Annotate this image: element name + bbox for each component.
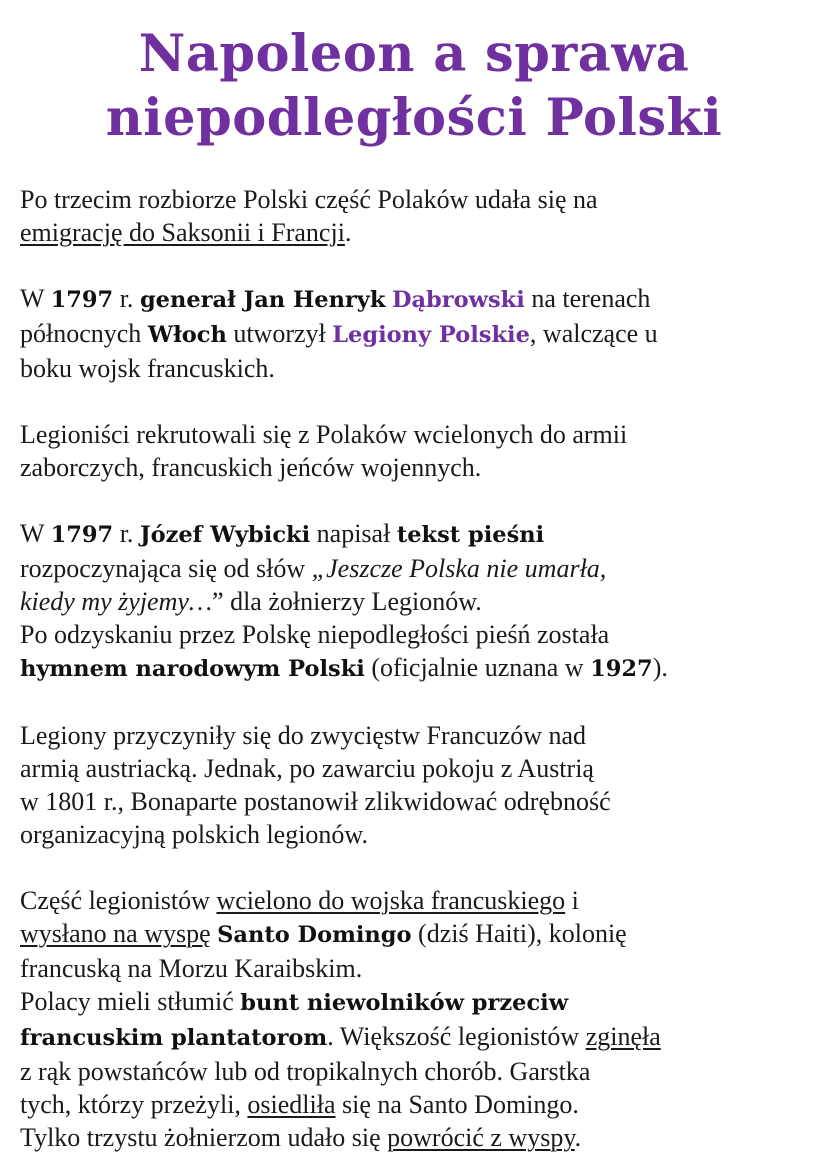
text-line: [20, 517, 815, 552]
paragraph-anthem: [20, 517, 815, 686]
text-span: boku wojsk francuskich.: [20, 354, 275, 383]
paragraph-gap: [20, 484, 815, 517]
bold-phrase: Santo Domingo: [217, 922, 412, 948]
text-span: na terenach: [524, 284, 651, 313]
text-span: Legioniści rekrutowali się z Polaków wcielonych do armii: [20, 420, 628, 449]
text-line: [20, 1020, 815, 1055]
text-span: francuską na Morzu Karaibskim.: [20, 954, 363, 983]
text-span: Po trzecim rozbiorze Polski część Polaków udała się na: [20, 185, 598, 214]
text-line: [20, 785, 815, 818]
paragraph-emigration: [20, 183, 815, 249]
title-line-1: Napoleon a sprawa: [138, 24, 690, 84]
bold-phrase: Włoch: [147, 322, 227, 348]
text-span: Część legionistów: [20, 886, 217, 915]
text-span: północnych: [20, 319, 148, 348]
text-line: [20, 1055, 815, 1088]
text-line: [20, 451, 815, 484]
underlined-phrase: osiedliła: [247, 1090, 336, 1119]
underlined-phrase: emigrację do Saksonii i Francji: [20, 218, 345, 247]
paragraph-recruitment: [20, 418, 815, 484]
text-line: [20, 352, 815, 385]
bold-phrase: tekst pieśni: [396, 522, 545, 548]
text-line: [20, 985, 815, 1020]
text-span: Polacy mieli stłumić: [20, 987, 241, 1016]
bold-phrase: generał Jan Henryk: [139, 287, 386, 313]
text-span: (oficjalnie uznana w: [364, 653, 591, 682]
text-span: .: [574, 1123, 582, 1152]
text-span: napisał: [310, 519, 397, 548]
text-span: zaborczych, francuskich jeńców wojennych.: [20, 453, 482, 482]
text-line: [20, 884, 815, 917]
page-title: [0, 22, 828, 150]
text-span: organizacyjną polskich legionów.: [20, 820, 369, 849]
text-line: [20, 183, 815, 216]
underlined-phrase: wcielono do wojska francuskiego: [216, 886, 566, 915]
text-span: i: [565, 886, 579, 915]
text-span: (dziś Haiti), kolonię: [411, 919, 627, 948]
text-span: . Większość legionistów: [327, 1022, 586, 1051]
text-span: armią austriacką. Jednak, po zawarciu pokoju z Austrią: [20, 754, 594, 783]
text-span: W: [20, 519, 51, 548]
title-line-2: niepodległości Polski: [105, 88, 723, 148]
paragraph-gap: [20, 249, 815, 282]
highlight-phrase: Legiony Polskie: [332, 322, 530, 348]
text-span: ).: [652, 653, 668, 682]
bold-year: 1797: [50, 287, 114, 313]
text-line: [20, 216, 815, 249]
text-span: Tylko trzystu żołnierzom udało się: [20, 1123, 388, 1152]
text-span: ” dla żołnierzy Legionów.: [212, 587, 482, 616]
text-line: [20, 585, 815, 618]
bold-year: 1797: [50, 522, 114, 548]
text-line: [20, 651, 815, 686]
text-line: [20, 752, 815, 785]
text-span: w 1801 r., Bonaparte postanowił zlikwidować odrębność: [20, 787, 611, 816]
text-span: Legiony przyczyniły się do zwycięstw Francuzów nad: [20, 721, 587, 750]
paragraph-victories: [20, 719, 815, 851]
underlined-phrase: wysłano na wyspę: [20, 919, 211, 948]
paragraph-legions-founding: [20, 282, 815, 385]
text-line: [20, 552, 815, 585]
text-line: [20, 1088, 815, 1121]
paragraph-santo-domingo: [20, 884, 815, 1154]
text-line: [20, 418, 815, 451]
text-line: [20, 818, 815, 851]
text-line: [20, 618, 815, 651]
paragraph-gap: [20, 686, 815, 719]
underlined-phrase: powrócić z wyspy: [387, 1123, 575, 1152]
text-span: .: [344, 218, 352, 247]
text-span: z rąk powstańców lub od tropikalnych chorób. Garstka: [20, 1057, 591, 1086]
paragraph-gap: [20, 851, 815, 884]
text-span: , walczące u: [529, 319, 658, 348]
italic-quote: „Jeszcze Polska nie umarła,: [311, 554, 607, 583]
text-span: r.: [113, 284, 140, 313]
text-span: Po odzyskaniu przez Polskę niepodległości pieśń została: [20, 620, 610, 649]
text-line: [20, 282, 815, 317]
bold-phrase: bunt niewolników przeciw: [240, 990, 569, 1016]
bold-year: 1927: [590, 656, 653, 682]
bold-phrase: hymnem narodowym Polski: [20, 656, 365, 682]
text-span: się na Santo Domingo.: [335, 1090, 579, 1119]
text-line: [20, 719, 815, 752]
text-line: [20, 1121, 815, 1154]
text-line: [20, 952, 815, 985]
underlined-phrase: zginęła: [585, 1022, 661, 1051]
text-span: r.: [113, 519, 140, 548]
document-body: [20, 183, 815, 1154]
text-span: W: [20, 284, 51, 313]
text-line: [20, 317, 815, 352]
text-span: utworzył: [226, 319, 333, 348]
text-span: tych, którzy przeżyli,: [20, 1090, 248, 1119]
text-span: rozpoczynająca się od słów: [20, 554, 312, 583]
highlight-name: Dąbrowski: [391, 287, 525, 313]
italic-quote: kiedy my żyjemy…: [20, 587, 213, 616]
paragraph-gap: [20, 385, 815, 418]
bold-phrase: Józef Wybicki: [139, 522, 311, 548]
text-line: [20, 917, 815, 952]
bold-phrase: francuskim plantatorom: [20, 1025, 328, 1051]
